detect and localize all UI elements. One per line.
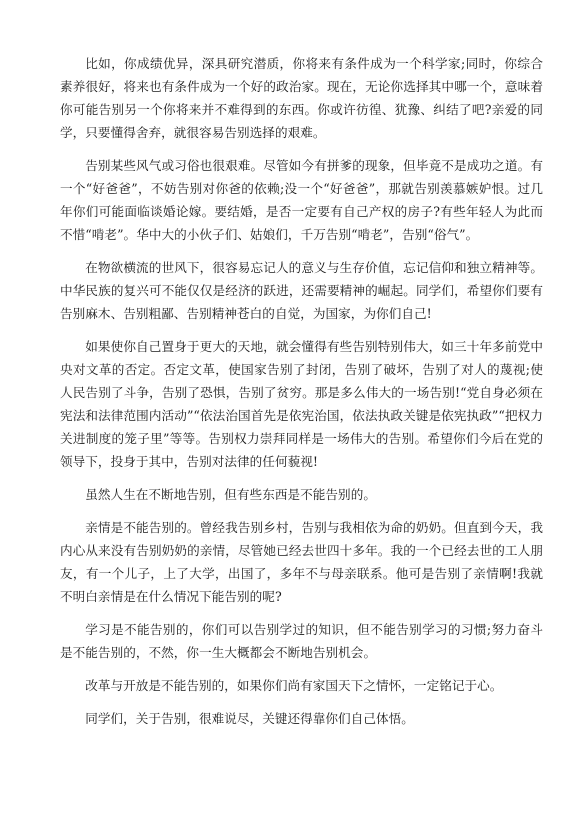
paragraph: 学习是不能告别的，你们可以告别学过的知识，但不能告别学习的习惯;努力奋斗是不能告别的，不然，你一生大概都会不断地告别机会。 [60, 622, 543, 660]
paragraph: 告别某些风气或习俗也很艰难。尽管如今有拼爹的现象，但毕竟不是成功之道。有一个“好爸爸”，不妨告别对你爸的依赖;没一个“好爸爸”，那就告别羡慕嫉妒恨。过几年你们可能面临谈婚论嫁。要结婚，是否一定要有自己产权的房子?有些年轻人为此而不惜“啃老”。华中大的小伙子们、姑娘们，千万告别“啃老”，告别“俗气”。 [60, 158, 543, 242]
document-body [60, 52, 543, 740]
paragraph: 如果使你自己置身于更大的天地，就会懂得有些告别特别伟大，如三十年多前党中央对文革的否定。否定文革，使国家告别了封闭，告别了破坏，告别了对人的蔑视;使人民告别了斗争，告别了恐惧，告别了贫穷。那是多么伟大的一场告别!“党自身必须在宪法和法律范围内活动”“依法治国首先是依宪治国，依法执政关键是依宪执政”“把权力关进制度的笼子里”等等。告别权力崇拜同样是一场伟大的告别。希望你们今后在党的领导下，投身于其中，告别对法律的任何藐视! [60, 339, 543, 469]
paragraph: 比如，你成绩优异，深具研究潜质，你将来有条件成为一个科学家;同时，你综合素养很好，将来也有条件成为一个好的政治家。现在，无论你选择其中哪一个，意味着你可能告别另一个你将来并不难得到的东西。你或许彷徨、犹豫、纠结了吧?亲爱的同学，只要懂得舍弃，就很容易告别选择的艰难。 [60, 56, 543, 140]
paragraph: 改革与开放是不能告别的，如果你们尚有家国天下之情怀，一定铭记于心。 [85, 678, 503, 693]
paragraph: 虽然人生在不断地告别，但有些东西是不能告别的。 [85, 487, 376, 502]
paragraph: 同学们，关于告别，很难说尽，关键还得靠你们自己体悟。 [85, 711, 414, 726]
paragraph: 在物欲横流的世风下，很容易忘记人的意义与生存价值，忘记信仰和独立精神等。中华民族的复兴可不能仅仅是经济的跃进，还需要精神的崛起。同学们，希望你们要有告别麻木、告别粗鄙、告别精神苍白的自觉，为国家，为你们自己! [60, 260, 543, 321]
paragraph: 亲情是不能告别的。曾经我告别乡村，告别与我相依为命的奶奶。但直到今天，我内心从来没有告别奶奶的亲情，尽管她已经去世四十多年。我的一个已经去世的工人朋友，有一个儿子，上了大学，出国了，多年不与母亲联系。他可是告别了亲情啊!我就不明白亲情是在什么情况下能告别的呢? [60, 520, 543, 604]
